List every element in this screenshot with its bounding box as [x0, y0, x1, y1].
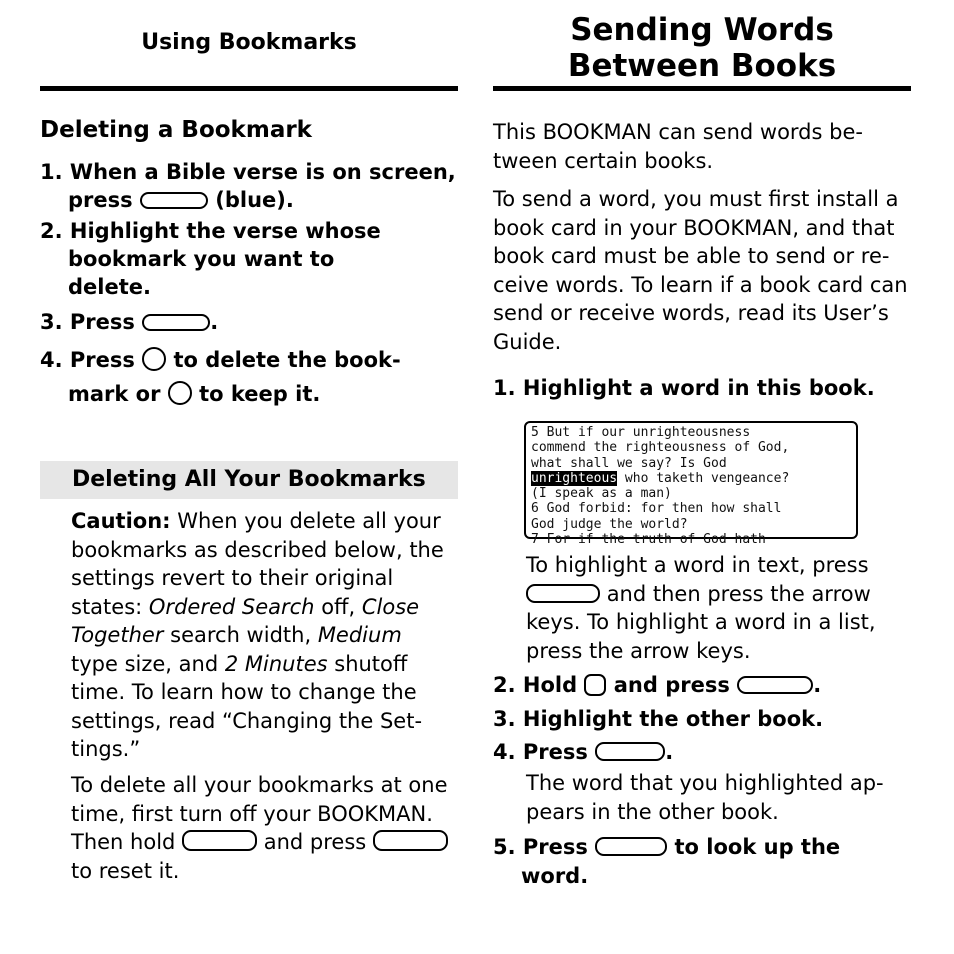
step-1-line-1: 1. When a Bible verse is on screen, — [40, 160, 456, 184]
caution-label: Caution: — [71, 509, 171, 533]
note-line-1: The word that you highlighted ap- — [526, 771, 884, 795]
step-5-text: to look up the — [674, 835, 841, 859]
step-4-line-2 — [68, 380, 320, 408]
hint-line-3: keys. To highlight a word in a list, — [526, 610, 876, 634]
note-line-2: pears in the other book. — [526, 799, 779, 824]
reset-paragraph — [71, 771, 461, 885]
step-5-label: 5. Press — [493, 835, 588, 859]
step-4-text-3: to keep it. — [199, 382, 321, 406]
screen-line: what shall we say? Is God — [531, 455, 727, 471]
caution-text: shutoff — [334, 651, 408, 676]
caution-line-6 — [71, 650, 461, 679]
step-2-line-1: 2. Highlight the verse whose — [40, 219, 381, 243]
step-4-label: 4. Press — [493, 740, 588, 764]
screen-line: 7 For if the truth of God hath — [531, 532, 766, 548]
caution-line-8: settings, read “Changing the Set- — [71, 708, 423, 733]
right-step-5-line-2: word. — [521, 864, 589, 888]
page-title-line-1: Sending Words — [570, 12, 834, 48]
page-title-line-2: Between Books — [567, 48, 837, 84]
step-4-text: to delete the book- — [173, 348, 401, 372]
caution-paragraph — [71, 507, 461, 764]
right-step-4 — [493, 738, 673, 766]
intro-line-1: This BOOKMAN can send words be- — [493, 120, 863, 144]
screen-line: 5 But if our unrighteousness — [531, 425, 751, 440]
step-3 — [40, 308, 218, 336]
intro2-line-4: ceive words. To learn if a book card can — [493, 272, 908, 297]
intro2-line-6: Guide. — [493, 329, 562, 354]
header-rule-left — [40, 86, 458, 91]
step-2-text: and press — [613, 673, 730, 697]
key-icon — [142, 314, 210, 331]
reset-line-1: To delete all your bookmarks at one — [71, 773, 448, 797]
caution-line-1: When you delete all your — [177, 509, 441, 533]
right-step-3: 3. Highlight the other book. — [493, 707, 824, 731]
together-term: Together — [71, 623, 164, 647]
intro2-line-5: send or receive words, read its User’s — [493, 301, 889, 325]
step-3-period: . — [210, 310, 219, 334]
two-minutes-term: 2 Minutes — [224, 651, 328, 676]
reset-line-2: time, first turn off your BOOKMAN. — [71, 801, 433, 826]
medium-term: Medium — [317, 623, 402, 647]
device-screen — [524, 421, 858, 548]
step-1-blue-label: (blue). — [215, 188, 294, 212]
screen-line: (I speak as a man) — [531, 486, 672, 502]
intro-paragraph-2 — [493, 185, 913, 356]
screen-line-rest: who taketh vengeance? — [617, 470, 790, 486]
step-4-note — [526, 769, 916, 826]
caution-line-5 — [71, 621, 461, 650]
reset-text: Then hold — [71, 830, 176, 854]
no-key-icon — [168, 381, 192, 405]
caution-text: type size, and — [71, 651, 219, 676]
intro-paragraph-1 — [493, 118, 913, 175]
reset-line-3 — [71, 828, 461, 857]
key-icon — [737, 676, 813, 694]
close-term: Close — [361, 594, 420, 619]
key-icon — [595, 837, 667, 856]
caution-line-4 — [71, 593, 461, 622]
screen-line: 6 God forbid: for then how shall — [531, 501, 782, 517]
step-4-line-1 — [40, 346, 401, 374]
caution-line-7: time. To learn how to change the — [71, 680, 417, 704]
press-key-icon — [373, 830, 448, 851]
screen-line-highlighted — [531, 471, 851, 486]
caution-text: search width, — [170, 623, 312, 647]
step-4-text-2: mark or — [68, 382, 161, 406]
intro2-line-3: book card must be able to send or re- — [493, 244, 890, 268]
subsection-title: Deleting All Your Bookmarks — [72, 467, 426, 492]
caution-line-3: settings revert to their original — [71, 566, 394, 590]
right-step-2 — [493, 671, 821, 699]
caution-text: states: — [71, 594, 143, 619]
step-4-label: 4. Press — [40, 348, 135, 372]
step-2-line-3: delete. — [68, 275, 151, 299]
caution-line-9: tings.” — [71, 737, 141, 761]
screen-line: God judge the world? — [531, 516, 688, 532]
step-1-press-label: press — [68, 188, 133, 212]
hint-line-4: press the arrow keys. — [526, 638, 751, 663]
yes-key-icon — [142, 347, 166, 371]
highlight-hint — [526, 551, 916, 665]
page-title — [493, 12, 911, 84]
key-icon — [526, 584, 600, 603]
caution-line-2: bookmarks as described below, the — [71, 537, 444, 562]
caution-text: off, — [321, 594, 356, 619]
running-header: Using Bookmarks — [141, 30, 357, 55]
step-3-label: 3. Press — [40, 310, 135, 334]
screen-line: commend the righteousness of God, — [531, 440, 790, 456]
highlighted-word: unrighteous — [531, 470, 618, 486]
right-step-5-line-1 — [493, 833, 840, 861]
reset-line-4: to reset it. — [71, 858, 180, 883]
step-2-period: . — [813, 673, 822, 697]
step-2-line-2: bookmark you want to — [68, 247, 335, 271]
blue-key-icon — [140, 192, 208, 209]
reset-text: and press — [263, 830, 367, 854]
ordered-search-term: Ordered Search — [148, 594, 315, 619]
intro2-line-2: book card in your BOOKMAN, and that — [493, 215, 895, 240]
hint-line-2 — [526, 580, 916, 609]
step-2-label: 2. Hold — [493, 673, 578, 697]
section-title-deleting-bookmark: Deleting a Bookmark — [40, 117, 312, 143]
hint-text: and then press the arrow — [606, 581, 871, 606]
intro2-line-1: To send a word, you must first install a — [493, 187, 899, 211]
shift-key-icon — [584, 674, 606, 696]
enter-key-icon — [595, 742, 665, 761]
hint-line-1: To highlight a word in text, press — [526, 553, 869, 577]
hold-key-icon — [182, 830, 257, 851]
right-step-1: 1. Highlight a word in this book. — [493, 376, 875, 400]
intro-line-2: tween certain books. — [493, 148, 714, 173]
step-1-line-2 — [68, 186, 294, 214]
step-4-period: . — [665, 740, 674, 764]
header-rule-right — [493, 86, 911, 91]
